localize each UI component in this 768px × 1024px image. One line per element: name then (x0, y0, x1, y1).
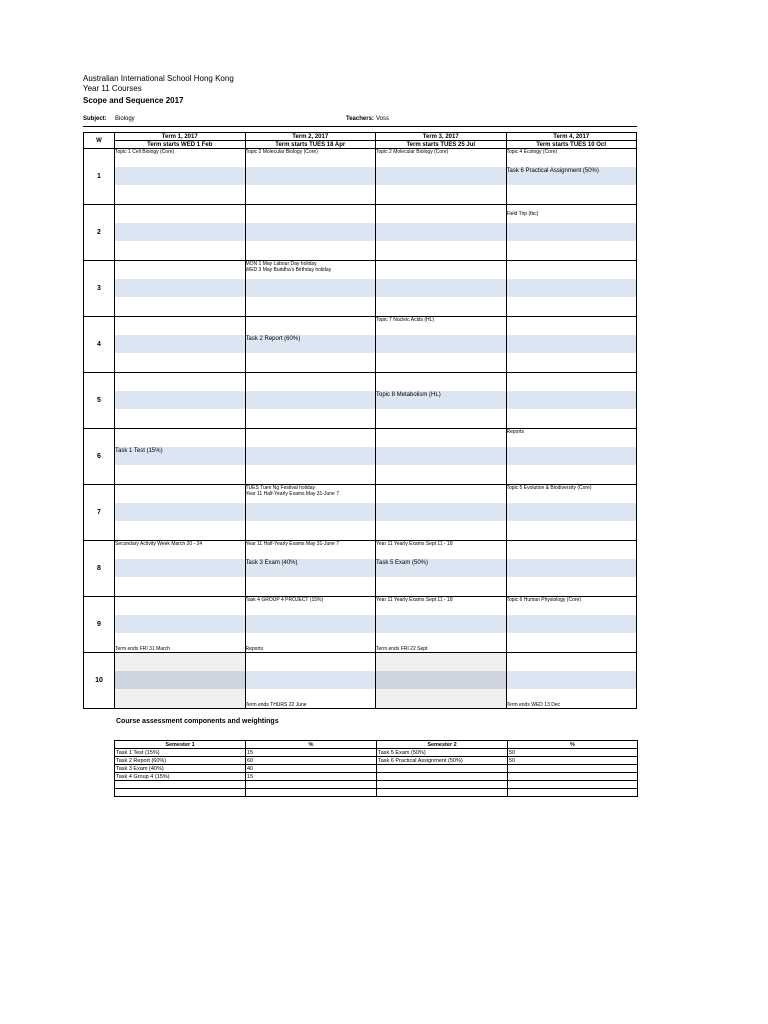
subject-row (83, 116, 637, 127)
week-row (84, 149, 637, 205)
schedule-entry: Task 6 Practical Assignment (50%) (506, 168, 599, 174)
schedule-entry: Task 1 Test (15%) (115, 448, 163, 454)
percent-header-2: % (508, 741, 638, 749)
assessment-cell (377, 789, 508, 797)
subject-value: Biology (115, 116, 135, 122)
schedule-entry: Reports (506, 429, 525, 435)
row-band (115, 671, 245, 689)
schedule-entry: Task 5 Exam (50%) (376, 560, 429, 566)
schedule-cell (506, 485, 637, 541)
schedule-cell (506, 317, 637, 373)
schedule-cell (115, 205, 246, 261)
schedule-cell (376, 373, 507, 429)
term-2-header: Term 2, 2017 (245, 133, 376, 141)
schedule-entry: Topic 2 Molecular Biology (Core) (245, 149, 318, 155)
schedule-entry: MON 1 May Labour Day holiday (245, 261, 317, 267)
semester-2-header: Semester 2 (377, 741, 508, 749)
week-number: 6 (84, 429, 115, 485)
schedule-entry: Topic 4 Ecology (Core) (506, 149, 558, 155)
schedule-cell (115, 373, 246, 429)
week-number: 2 (84, 205, 115, 261)
week-row (84, 597, 637, 653)
schedule-entry: Topic 1 Cell Biology (Core) (115, 149, 175, 155)
teachers-value: Voss (376, 116, 390, 122)
row-band (115, 559, 245, 577)
row-band (507, 671, 637, 689)
schedule-cell (115, 149, 246, 205)
schedule-cell (245, 597, 376, 653)
week-row (84, 653, 637, 709)
row-band (246, 391, 376, 409)
row-band (246, 167, 376, 185)
assessment-cell (246, 781, 377, 789)
row-band (507, 503, 637, 521)
week-number: 4 (84, 317, 115, 373)
assessment-cell: 15 (246, 749, 377, 757)
term-3-header: Term 3, 2017 (376, 133, 507, 141)
assessment-cell (508, 781, 638, 789)
row-band (246, 223, 376, 241)
course-year: Year 11 Courses (83, 84, 142, 93)
assessment-cell (377, 773, 508, 781)
schedule-cell (245, 429, 376, 485)
schedule-cell (376, 541, 507, 597)
assessment-cell (508, 773, 638, 781)
schedule-cell (506, 149, 637, 205)
week-number: 3 (84, 261, 115, 317)
schedule-entry: Task 3 Exam (40%) (245, 560, 298, 566)
schedule-cell (376, 429, 507, 485)
schedule-cell (376, 317, 507, 373)
assessment-header-row (115, 741, 638, 749)
assessment-title: Course assessment components and weightings (116, 718, 279, 725)
schedule-entry: Term ends THURS 22 June (245, 702, 307, 708)
term-2-start: Term starts TUES 18 Apr (245, 141, 376, 149)
week-row (84, 261, 637, 317)
row-band (507, 335, 637, 353)
schedule-entry: Secondary Activity Week March 20 - 24 (115, 541, 203, 547)
schedule-cell (506, 541, 637, 597)
week-row (84, 429, 637, 485)
assessment-cell: Task 5 Exam (50%) (377, 749, 508, 757)
schedule-cell (115, 261, 246, 317)
week-row (84, 205, 637, 261)
assessment-cell (115, 781, 246, 789)
week-header: W (84, 133, 115, 149)
schedule-body (84, 149, 637, 709)
assessment-row (115, 773, 638, 781)
schedule-cell (376, 653, 507, 709)
row-band (246, 279, 376, 297)
row-band (115, 503, 245, 521)
assessment-cell (115, 789, 246, 797)
week-row (84, 317, 637, 373)
schedule-header-row (84, 133, 637, 141)
row-band (115, 335, 245, 353)
assessment-cell: Task 6 Practical Assignment (50%) (377, 757, 508, 765)
week-row (84, 541, 637, 597)
schedule-entry: Year 11 Yearly Exams Sept 11 - 18 (376, 541, 453, 547)
schedule-cell (376, 149, 507, 205)
schedule-entry: Field Trip (tbc) (506, 211, 539, 217)
subject-label: Subject: (83, 116, 107, 122)
teachers-label: Teachers: (346, 116, 374, 122)
schedule-entry: TUES Tuen Ng Festival holiday (245, 485, 315, 491)
schedule-entry: Reports (245, 646, 264, 652)
assessment-row (115, 765, 638, 773)
assessment-cell: 60 (246, 757, 377, 765)
schedule-cell (115, 485, 246, 541)
schedule-cell (245, 653, 376, 709)
row-band (376, 671, 506, 689)
row-band (507, 279, 637, 297)
assessment-cell (246, 789, 377, 797)
schedule-cell (506, 205, 637, 261)
assessment-cell: 40 (246, 765, 377, 773)
assessment-cell: 50 (508, 749, 638, 757)
term-4-header: Term 4, 2017 (506, 133, 637, 141)
schedule-cell (376, 485, 507, 541)
schedule-cell (115, 653, 246, 709)
assessment-row (115, 789, 638, 797)
schedule-entry: Year 11 Half-Yearly Exams May 31-June 7 (245, 541, 339, 547)
assessment-cell (377, 781, 508, 789)
schedule-cell (506, 373, 637, 429)
row-band (376, 335, 506, 353)
assessment-cell (508, 765, 638, 773)
assessment-cell: Task 2 Report (60%) (115, 757, 246, 765)
row-band (246, 503, 376, 521)
term-1-header: Term 1, 2017 (115, 133, 246, 141)
term-4-start: Term starts TUES 10 Oct (506, 141, 637, 149)
schedule-entry: Term ends FRI 22 Sept (376, 646, 428, 652)
row-band (246, 671, 376, 689)
assessment-cell: 50 (508, 757, 638, 765)
schedule-entry: Topic 2 Molecular Biology (Core) (376, 149, 449, 155)
schedule-cell (115, 429, 246, 485)
semester-1-header: Semester 1 (115, 741, 246, 749)
assessment-cell (508, 789, 638, 797)
schedule-entry: Topic 5 Evolution & Biodiversity (Core) (506, 485, 592, 491)
row-band (507, 447, 637, 465)
schedule-cell (245, 149, 376, 205)
schedule-entry: Topic 6 Human Physiology (Core) (506, 597, 581, 603)
schedule-subheader-row (84, 141, 637, 149)
schedule-entry: Term ends FRI 31 March (115, 646, 171, 652)
week-number: 10 (84, 653, 115, 709)
schedule-cell (245, 485, 376, 541)
row-band (115, 279, 245, 297)
week-row (84, 373, 637, 429)
schedule-cell (506, 261, 637, 317)
row-band (507, 559, 637, 577)
assessment-cell: Task 1 Test (15%) (115, 749, 246, 757)
row-band (376, 447, 506, 465)
school-name: Australian International School Hong Kong (83, 74, 234, 83)
schedule-entry: Task 2 Report (60%) (245, 336, 301, 342)
schedule-entry: Year 11 Half-Yearly Exams May 31-June 7 (245, 491, 339, 497)
schedule-table (83, 132, 637, 709)
week-row (84, 485, 637, 541)
schedule-entry: Year 11 Yearly Exams Sept 11 - 18 (376, 597, 453, 603)
row-band (507, 615, 637, 633)
assessment-cell (377, 765, 508, 773)
schedule-cell (245, 373, 376, 429)
schedule-cell (115, 597, 246, 653)
week-number: 9 (84, 597, 115, 653)
assessment-row (115, 749, 638, 757)
schedule-entry: Topic 7 Nucleic Acids (HL) (376, 317, 435, 323)
row-band (115, 615, 245, 633)
schedule-cell (506, 429, 637, 485)
week-number: 8 (84, 541, 115, 597)
assessment-cell: 15 (246, 773, 377, 781)
schedule-cell (115, 317, 246, 373)
term-1-start: Term starts WED 1 Feb (115, 141, 246, 149)
row-band (115, 167, 245, 185)
schedule-cell (376, 261, 507, 317)
schedule-entry: Term ends WED 13 Dec (506, 702, 561, 708)
schedule-cell (506, 597, 637, 653)
assessment-body (115, 749, 638, 797)
assessment-row (115, 781, 638, 789)
schedule-cell (245, 205, 376, 261)
schedule-cell (506, 653, 637, 709)
row-band (246, 447, 376, 465)
percent-header-1: % (246, 741, 377, 749)
row-band (376, 279, 506, 297)
row-band (376, 223, 506, 241)
schedule-entry: Task 4 GROUP 4 PROJECT (15%) (245, 597, 324, 603)
schedule-entry: Topic 8 Metabolism (HL) (376, 392, 441, 398)
term-3-start: Term starts TUES 25 Jul (376, 141, 507, 149)
row-band (507, 223, 637, 241)
schedule-entry: WED 3 May Buddha's Birthday holiday (245, 267, 332, 273)
document-title: Scope and Sequence 2017 (83, 96, 184, 105)
row-band (115, 223, 245, 241)
week-number: 5 (84, 373, 115, 429)
schedule-cell (115, 541, 246, 597)
row-band (115, 391, 245, 409)
schedule-cell (376, 597, 507, 653)
schedule-cell (245, 317, 376, 373)
assessment-cell: Task 4 Group 4 (15%) (115, 773, 246, 781)
week-number: 7 (84, 485, 115, 541)
row-band (246, 615, 376, 633)
assessment-cell: Task 3 Exam (40%) (115, 765, 246, 773)
row-band (376, 615, 506, 633)
schedule-cell (245, 541, 376, 597)
row-band (376, 167, 506, 185)
assessment-row (115, 757, 638, 765)
schedule-cell (245, 261, 376, 317)
row-band (507, 391, 637, 409)
row-band (376, 503, 506, 521)
schedule-cell (376, 205, 507, 261)
assessment-table (114, 740, 638, 797)
week-number: 1 (84, 149, 115, 205)
